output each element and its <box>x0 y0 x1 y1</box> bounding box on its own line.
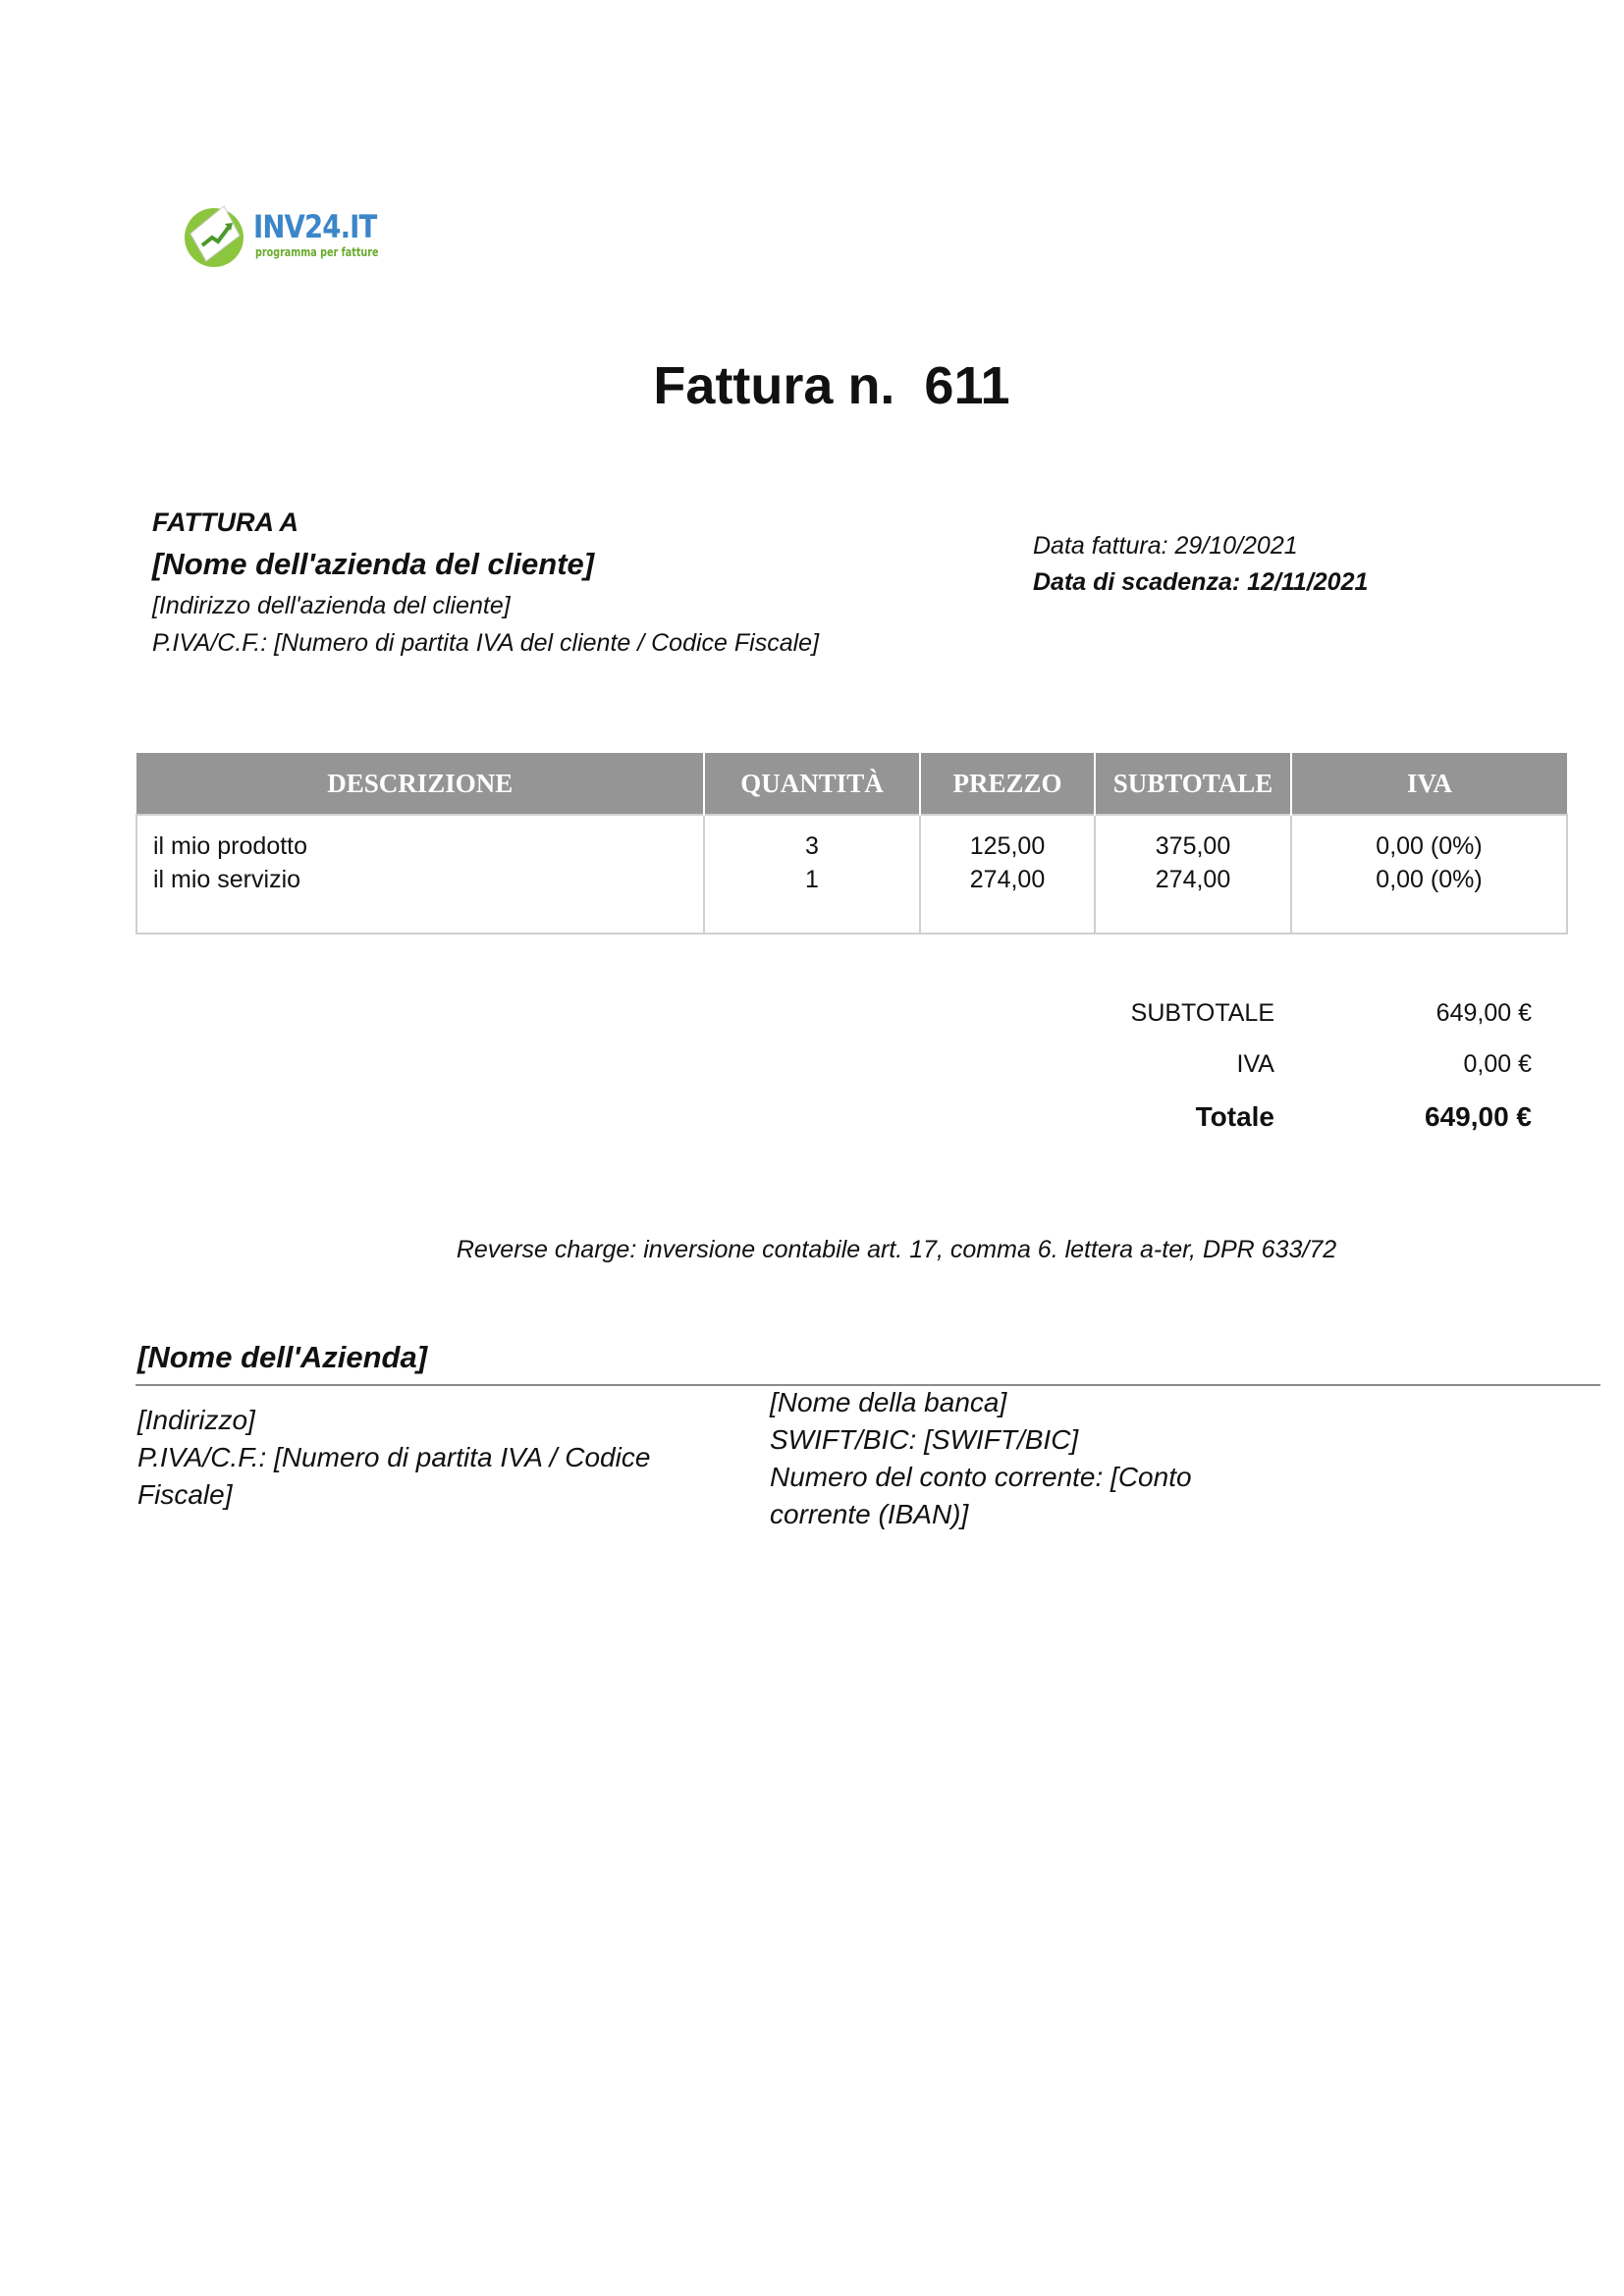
price-cell <box>920 815 1095 934</box>
issuer-details <box>137 1402 687 1514</box>
header-subtotal: SUBTOTALE <box>1095 753 1291 815</box>
subtotal-label: SUBTOTALE <box>1130 999 1274 1027</box>
client-vat: P.IVA/C.F.: [Numero di partita IVA del cliente / Codice Fiscale] <box>152 629 820 657</box>
header-price: PREZZO <box>920 753 1095 815</box>
subtotal-row <box>1080 999 1532 1050</box>
item-price: 125,00 <box>969 832 1046 860</box>
invoice-date: Data fattura: 29/10/2021 <box>1033 532 1298 560</box>
item-price: 274,00 <box>969 866 1046 893</box>
company-logo <box>181 196 377 275</box>
due-date: Data di scadenza: 12/11/2021 <box>1033 568 1369 596</box>
issuer-address: [Indirizzo] <box>137 1405 255 1435</box>
item-vat: 0,00 (0%) <box>1376 832 1483 860</box>
bank-name: [Nome della banca] <box>770 1387 1007 1417</box>
quantity-cell <box>704 815 920 934</box>
item-vat: 0,00 (0%) <box>1376 866 1483 893</box>
vat-value: 0,00 € <box>1463 1050 1532 1078</box>
subtotal-cell <box>1095 815 1291 934</box>
issuer-company-name: [Nome dell'Azienda] <box>137 1340 428 1374</box>
header-vat: IVA <box>1291 753 1567 815</box>
header-quantity: QUANTITÀ <box>704 753 920 815</box>
item-quantity: 3 <box>805 832 819 860</box>
subtotal-value: 649,00 € <box>1435 999 1532 1027</box>
item-description: il mio prodotto <box>153 832 308 860</box>
table-row <box>136 815 1567 934</box>
header-description: DESCRIZIONE <box>136 753 704 815</box>
item-quantity: 1 <box>805 866 819 893</box>
bank-account-line: Numero del conto corrente: [Conto <box>770 1462 1192 1492</box>
reverse-charge-note: Reverse charge: inversione contabile art. 17, comma 6. lettera a-ter, DPR 633/72 <box>456 1236 1337 1263</box>
logo-name: INV24.IT <box>253 208 377 245</box>
client-company-name: [Nome dell'azienda del cliente] <box>152 547 595 581</box>
vat-cell <box>1291 815 1567 934</box>
vat-row <box>1080 1050 1532 1101</box>
bank-details <box>770 1384 1280 1533</box>
logo-chart-icon <box>181 196 251 275</box>
bill-to-block <box>152 503 819 662</box>
bank-swift: SWIFT/BIC: [SWIFT/BIC] <box>770 1424 1079 1455</box>
total-row <box>1080 1101 1532 1152</box>
vat-label: IVA <box>1236 1050 1274 1078</box>
client-address: [Indirizzo dell'azienda del cliente] <box>152 592 511 619</box>
description-cell <box>136 815 704 934</box>
total-value: 649,00 € <box>1425 1101 1532 1132</box>
issuer-vat-line: P.IVA/C.F.: [Numero di partita IVA / Codice <box>137 1442 651 1472</box>
invoice-title: Fattura n. 611 <box>653 356 1010 415</box>
invoice-dates <box>1033 528 1368 601</box>
item-subtotal: 274,00 <box>1155 866 1231 893</box>
bank-account-line: corrente (IBAN)] <box>770 1499 969 1529</box>
items-table <box>135 753 1568 934</box>
item-description: il mio servizio <box>153 866 301 893</box>
total-label: Totale <box>1195 1101 1274 1132</box>
totals-block <box>1080 999 1532 1152</box>
bill-to-label: FATTURA A <box>152 507 298 537</box>
issuer-vat-line: Fiscale] <box>137 1479 233 1510</box>
table-header-row <box>136 753 1567 815</box>
item-subtotal: 375,00 <box>1155 832 1231 860</box>
logo-tagline: programma per fatture <box>255 245 379 259</box>
